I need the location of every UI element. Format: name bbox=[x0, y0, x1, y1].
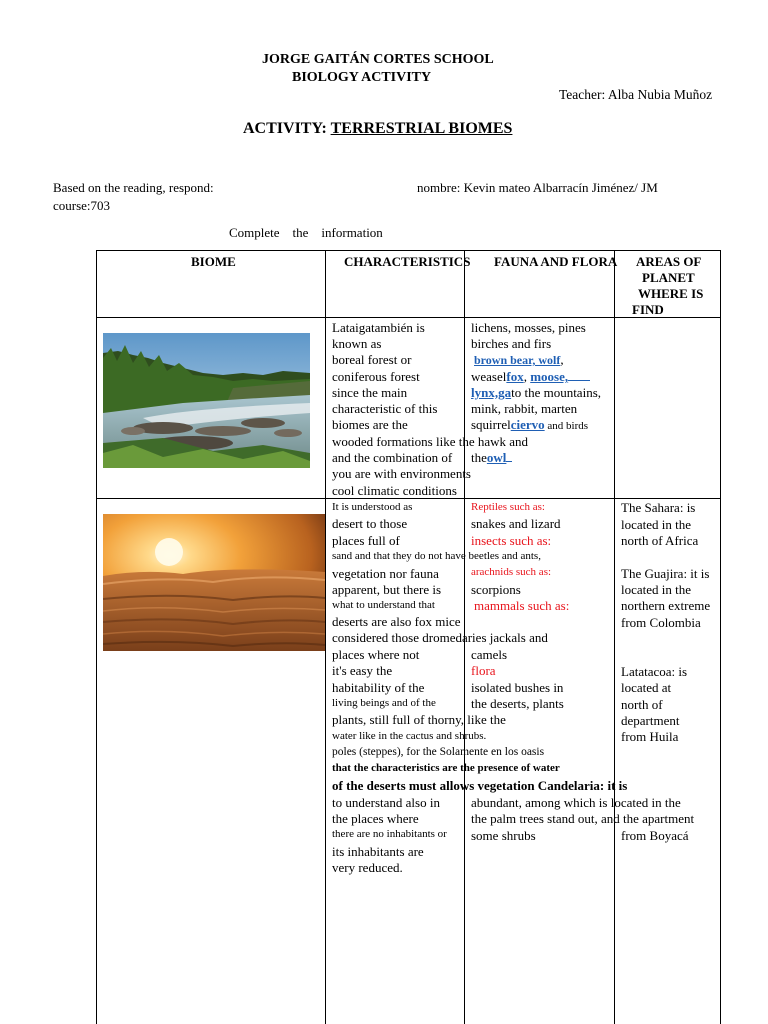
tatacoa-line: located at bbox=[621, 680, 672, 695]
title-topic: TERRESTRIAL BIOMES bbox=[330, 120, 513, 137]
instruction-text: Based on the reading, respond: bbox=[53, 180, 214, 195]
table-column-divider-1 bbox=[325, 250, 326, 1024]
taiga-characteristics-line: cool climatic conditions bbox=[332, 483, 457, 498]
arachnids-label: arachnids such as: bbox=[471, 566, 552, 578]
header-characteristics: CHARACTERISTICS bbox=[344, 254, 471, 269]
desert-characteristics-line: places full of bbox=[332, 533, 400, 548]
course-number: course:703 bbox=[53, 198, 111, 213]
comma: , bbox=[523, 369, 531, 384]
link-underline bbox=[568, 369, 590, 381]
sahara-line: located in the bbox=[621, 517, 692, 532]
tatacoa-line: Latatacoa: is bbox=[621, 664, 688, 679]
desert-characteristics-line: apparent, but there is bbox=[332, 582, 442, 597]
table-row-divider-1 bbox=[96, 317, 721, 318]
link-underline bbox=[506, 450, 512, 462]
desert-characteristics-line: habitability of the bbox=[332, 680, 425, 695]
desert-characteristics-line: considered those dromedaries jackals and bbox=[332, 630, 548, 645]
desert-characteristics-line: there are no inhabitants or bbox=[332, 828, 447, 840]
taiga-river-forest-photo bbox=[103, 333, 310, 468]
taiga-characteristics-line: since the main bbox=[332, 385, 408, 400]
taiga-characteristics-line: characteristic of this bbox=[332, 401, 438, 416]
page-title bbox=[243, 120, 512, 138]
desert-characteristics-line: to understand also in bbox=[332, 795, 440, 810]
teacher-name: Teacher: Alba Nubia Muñoz bbox=[559, 87, 713, 102]
header-areas-4: FIND bbox=[632, 302, 664, 317]
taiga-fauna-line bbox=[471, 385, 601, 401]
flora-line: abundant, among which is located in the bbox=[471, 795, 681, 810]
desert-characteristics-line: It is understood as bbox=[332, 501, 413, 513]
tatacoa-line: from Huila bbox=[621, 729, 679, 744]
taiga-fauna-line bbox=[471, 450, 512, 466]
reptiles-label: Reptiles such as: bbox=[471, 501, 545, 513]
taiga-characteristics-line: biomes are the bbox=[332, 417, 408, 432]
guajira-line: from Colombia bbox=[621, 615, 701, 630]
link-lynx[interactable]: lynx,ga bbox=[471, 385, 512, 400]
desert-characteristics-line: vegetation nor fauna bbox=[332, 566, 439, 581]
taiga-fauna-line bbox=[471, 417, 588, 434]
mountains-text: to the mountains, bbox=[511, 385, 602, 400]
link-fox[interactable]: fox bbox=[506, 369, 524, 384]
tatacoa-line: north of bbox=[621, 697, 663, 712]
table-column-divider-3 bbox=[614, 250, 615, 1024]
boyaca-line: from Boyacá bbox=[621, 828, 689, 843]
table-border-left bbox=[96, 250, 97, 1024]
taiga-fauna-line bbox=[474, 352, 564, 368]
header-areas-1: AREAS OF bbox=[636, 254, 702, 269]
taiga-fauna-line: mink, rabbit, marten bbox=[471, 401, 578, 416]
sahara-line: north of Africa bbox=[621, 533, 699, 548]
taiga-flora-line: lichens, mosses, pines bbox=[471, 320, 586, 335]
header-areas-3: WHERE IS bbox=[638, 286, 704, 301]
guajira-line: The Guajira: it is bbox=[621, 566, 710, 581]
link-ciervo[interactable]: ciervo bbox=[510, 417, 545, 432]
flora-label: flora bbox=[471, 663, 496, 678]
sahara-line: The Sahara: is bbox=[621, 500, 696, 515]
desert-characteristics-line: it's easy the bbox=[332, 663, 393, 678]
taiga-characteristics-line: coniferous forest bbox=[332, 369, 420, 384]
desert-characteristics-line: plants, still full of thorny, like the bbox=[332, 712, 506, 727]
reptiles-list: snakes and lizard bbox=[471, 516, 561, 531]
complete-instruction: Complete the information bbox=[229, 225, 383, 240]
desert-characteristics-line: places where not bbox=[332, 647, 420, 662]
link-owl[interactable]: owl bbox=[486, 450, 507, 465]
desert-characteristics-line: very reduced. bbox=[332, 860, 403, 875]
taiga-flora-line: birches and firs bbox=[471, 336, 552, 351]
title-prefix: ACTIVITY: bbox=[243, 120, 331, 137]
header-biome: BIOME bbox=[191, 254, 236, 269]
student-name: nombre: Kevin mateo Albarracín Jiménez/ JM bbox=[417, 180, 658, 195]
flora-line: some shrubs bbox=[471, 828, 536, 843]
birds-text: and birds bbox=[544, 420, 589, 432]
desert-characteristics-line: what to understand that bbox=[332, 599, 435, 611]
taiga-characteristics-line: Lataigatambién is bbox=[332, 320, 425, 335]
desert-characteristics-line: desert to those bbox=[332, 516, 408, 531]
the-text: the bbox=[471, 450, 487, 465]
desert-characteristics-line: the places where bbox=[332, 811, 419, 826]
desert-characteristics-line: deserts are also fox mice bbox=[332, 614, 461, 629]
desert-characteristics-line: that the characteristics are the presence of water bbox=[332, 762, 560, 774]
desert-characteristics-line: poles (steppes), for the Solamente en los oasis bbox=[332, 746, 545, 758]
camels-text: camels bbox=[471, 647, 508, 662]
flora-line: the palm trees stand out, and the apartment bbox=[471, 811, 695, 826]
table-border-right bbox=[720, 250, 721, 1024]
mammals-label: mammals such as: bbox=[474, 598, 570, 613]
tatacoa-line: department bbox=[621, 713, 680, 728]
weasel-text: weasel bbox=[471, 369, 507, 384]
link-moose[interactable]: moose, bbox=[530, 369, 569, 384]
comma: , bbox=[560, 352, 564, 367]
taiga-characteristics-line: wooded formations like the hawk and bbox=[332, 434, 529, 449]
taiga-characteristics-line: known as bbox=[332, 336, 382, 351]
desert-sunset-dunes-photo bbox=[103, 514, 325, 651]
taiga-characteristics-line: and the combination of bbox=[332, 450, 453, 465]
school-name: JORGE GAITÁN CORTES SCHOOL bbox=[262, 52, 494, 67]
activity-subtitle: BIOLOGY ACTIVITY bbox=[292, 70, 432, 85]
desert-characteristics-line: sand and that they do not have beetles and ants, bbox=[332, 550, 541, 562]
desert-characteristics-line: of the deserts must allows vegetation Candelaria: it is bbox=[332, 778, 628, 793]
table-border-top bbox=[96, 250, 721, 251]
squirrel-text: squirrel bbox=[471, 417, 511, 432]
guajira-line: northern extreme bbox=[621, 598, 711, 613]
flora-line: isolated bushes in bbox=[471, 680, 564, 695]
taiga-fauna-line bbox=[471, 369, 590, 385]
taiga-characteristics-line: boreal forest or bbox=[332, 352, 412, 367]
header-areas-2: PLANET bbox=[642, 270, 695, 285]
link-brown-bear-wolf[interactable]: brown bear, wolf bbox=[474, 353, 561, 367]
taiga-characteristics-line: you are with environments bbox=[332, 466, 471, 481]
desert-characteristics-line: its inhabitants are bbox=[332, 844, 424, 859]
desert-characteristics-line: water like in the cactus and shrubs. bbox=[332, 730, 487, 742]
arachnids-list: scorpions bbox=[471, 582, 521, 597]
guajira-line: located in the bbox=[621, 582, 692, 597]
insects-label: insects such as: bbox=[471, 533, 552, 548]
desert-characteristics-line: living beings and of the bbox=[332, 697, 436, 709]
flora-line: the deserts, plants bbox=[471, 696, 564, 711]
header-fauna-flora: FAUNA AND FLORA bbox=[494, 254, 618, 269]
